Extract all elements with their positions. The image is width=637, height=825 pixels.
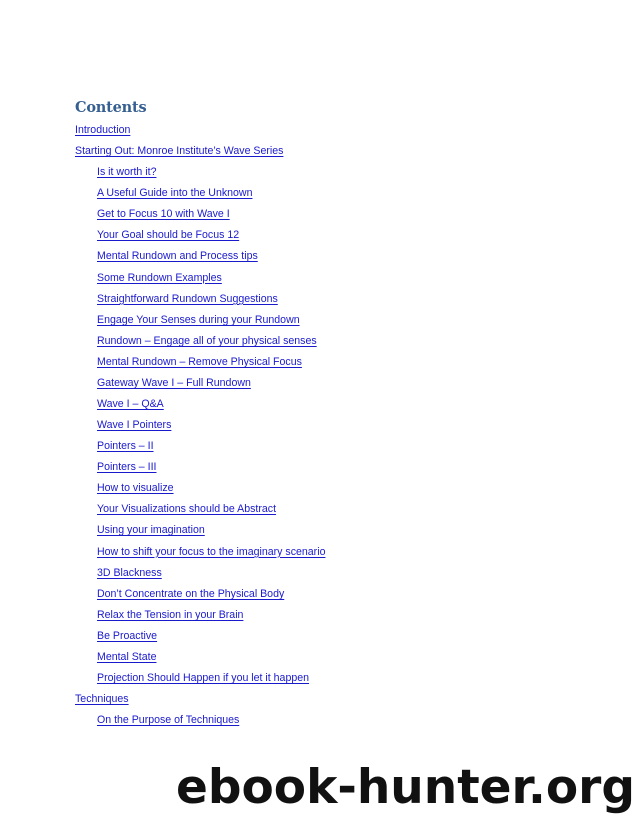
- toc-entry: [0, 561, 325, 582]
- table-of-contents: [0, 118, 325, 729]
- toc-link-wave-qa[interactable]: Wave I – Q&A: [97, 398, 164, 411]
- toc-entry: [0, 139, 325, 160]
- toc-entry: [0, 687, 325, 708]
- toc-entry: [0, 160, 325, 181]
- toc-link-remove-physical-focus[interactable]: Mental Rundown – Remove Physical Focus: [97, 355, 302, 368]
- toc-link-starting-out[interactable]: Starting Out: Monroe Institute’s Wave Series: [75, 145, 284, 158]
- toc-link-mental-state[interactable]: Mental State: [97, 650, 157, 663]
- toc-link-focus-10[interactable]: Get to Focus 10 with Wave I: [97, 208, 230, 221]
- toc-entry: [0, 350, 325, 371]
- toc-entry: [0, 708, 325, 729]
- toc-entry: [0, 244, 325, 265]
- toc-link-visualizations-abstract[interactable]: Your Visualizations should be Abstract: [97, 503, 277, 516]
- toc-entry: [0, 202, 325, 223]
- watermark-text: ebook-hunter.org: [175, 760, 635, 815]
- toc-link-3d-blackness[interactable]: 3D Blackness: [97, 566, 162, 579]
- toc-entry: [0, 476, 325, 497]
- toc-link-pointers-iii[interactable]: Pointers – III: [97, 461, 157, 474]
- toc-entry: [0, 624, 325, 645]
- toc-link-full-rundown[interactable]: Gateway Wave I – Full Rundown: [97, 376, 251, 389]
- toc-entry: [0, 666, 325, 687]
- toc-link-engage-senses[interactable]: Engage Your Senses during your Rundown: [97, 313, 300, 326]
- toc-link-projection-should-happen[interactable]: Projection Should Happen if you let it happen: [97, 672, 310, 685]
- toc-link-how-to-visualize[interactable]: How to visualize: [97, 482, 174, 495]
- toc-link-mental-rundown-tips[interactable]: Mental Rundown and Process tips: [97, 250, 258, 263]
- toc-link-useful-guide[interactable]: A Useful Guide into the Unknown: [97, 187, 253, 200]
- toc-link-techniques[interactable]: Techniques: [75, 693, 129, 706]
- toc-link-be-proactive[interactable]: Be Proactive: [97, 629, 158, 642]
- toc-entry: [0, 518, 325, 539]
- toc-entry: [0, 455, 325, 476]
- toc-entry: [0, 434, 325, 455]
- toc-entry: [0, 392, 325, 413]
- toc-entry: [0, 118, 325, 139]
- toc-link-is-it-worth-it[interactable]: Is it worth it?: [97, 166, 157, 179]
- toc-link-purpose-of-techniques[interactable]: On the Purpose of Techniques: [97, 714, 240, 727]
- toc-entry: [0, 181, 325, 202]
- toc-entry: [0, 645, 325, 666]
- toc-entry: [0, 266, 325, 287]
- toc-link-wave-pointers[interactable]: Wave I Pointers: [97, 419, 172, 432]
- toc-entry: [0, 371, 325, 392]
- toc-entry: [0, 308, 325, 329]
- toc-link-rundown-suggestions[interactable]: Straightforward Rundown Suggestions: [97, 292, 278, 305]
- toc-entry: [0, 582, 325, 603]
- toc-link-relax-tension[interactable]: Relax the Tension in your Brain: [97, 608, 244, 621]
- contents-heading: Contents: [75, 99, 147, 116]
- toc-link-using-imagination[interactable]: Using your imagination: [97, 524, 205, 537]
- toc-link-introduction[interactable]: Introduction: [75, 124, 131, 136]
- toc-link-physical-body[interactable]: Don’t Concentrate on the Physical Body: [97, 587, 285, 600]
- toc-link-focus-12[interactable]: Your Goal should be Focus 12: [97, 229, 240, 242]
- toc-entry: [0, 413, 325, 434]
- toc-link-shift-focus[interactable]: How to shift your focus to the imaginary scenario: [97, 545, 326, 558]
- toc-entry: [0, 540, 325, 561]
- toc-link-rundown-physical-senses[interactable]: Rundown – Engage all of your physical senses: [97, 334, 317, 347]
- toc-entry: [0, 329, 325, 350]
- toc-entry: [0, 497, 325, 518]
- toc-link-pointers-ii[interactable]: Pointers – II: [97, 440, 154, 453]
- toc-entry: [0, 223, 325, 244]
- toc-entry: [0, 603, 325, 624]
- toc-entry: [0, 287, 325, 308]
- toc-link-rundown-examples[interactable]: Some Rundown Examples: [97, 271, 222, 284]
